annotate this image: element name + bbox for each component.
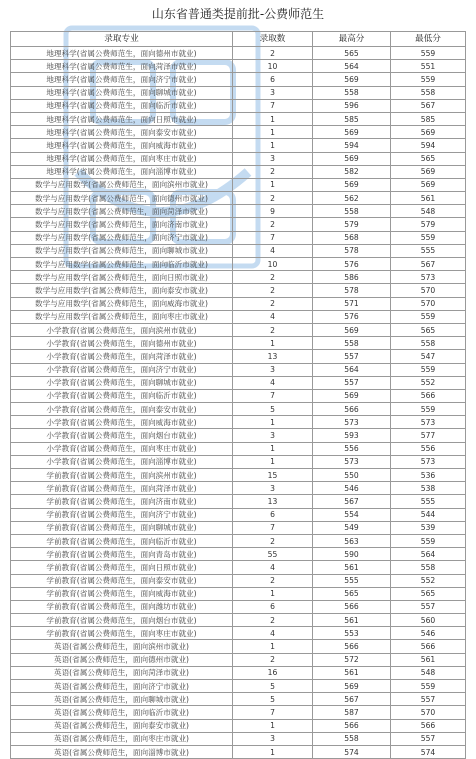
- major-cell: 小学教育(省属公费师范生，面向德州市就业): [11, 337, 233, 350]
- table-row: [11, 666, 466, 679]
- major-cell: 小学教育(省属公费师范生，面向菏泽市就业): [11, 350, 233, 363]
- max-score-cell: 582: [313, 165, 391, 178]
- min-score-cell: 552: [391, 376, 466, 389]
- table-row: [11, 86, 466, 99]
- table-row: [11, 732, 466, 745]
- table-row: [11, 192, 466, 205]
- max-score-cell: 573: [313, 455, 391, 468]
- table-row: [11, 534, 466, 547]
- max-score-cell: 568: [313, 231, 391, 244]
- major-cell: 地理科学(省属公费师范生，面向菏泽市就业): [11, 60, 233, 73]
- table-header-row: [11, 32, 466, 47]
- max-score-cell: 569: [313, 323, 391, 336]
- table-row: [11, 112, 466, 125]
- table-row: [11, 574, 466, 587]
- max-score-cell: 566: [313, 640, 391, 653]
- max-score-cell: 587: [313, 706, 391, 719]
- count-cell: 1: [233, 337, 313, 350]
- count-cell: 1: [233, 139, 313, 152]
- max-score-cell: 566: [313, 600, 391, 613]
- min-score-cell: 560: [391, 614, 466, 627]
- table-row: [11, 376, 466, 389]
- major-cell: 小学教育(省属公费师范生，面向滨州市就业): [11, 323, 233, 336]
- max-score-cell: 558: [313, 205, 391, 218]
- count-cell: 4: [233, 627, 313, 640]
- table-row: [11, 363, 466, 376]
- table-row: [11, 231, 466, 244]
- max-score-cell: 579: [313, 218, 391, 231]
- table-row: [11, 508, 466, 521]
- max-score-cell: 573: [313, 416, 391, 429]
- table-row: [11, 99, 466, 112]
- header-min-score: 最低分: [391, 32, 466, 47]
- major-cell: 地理科学(省属公费师范生，面向济宁市就业): [11, 73, 233, 86]
- major-cell: 学前教育(省属公费师范生，面向日照市就业): [11, 561, 233, 574]
- table-row: [11, 455, 466, 468]
- major-cell: 数学与应用数学(省属公费师范生，面向泰安市就业): [11, 284, 233, 297]
- admission-table: [10, 31, 466, 759]
- major-cell: 英语(省属公费师范生，面向临沂市就业): [11, 706, 233, 719]
- count-cell: 2: [233, 297, 313, 310]
- major-cell: 英语(省属公费师范生，面向淄博市就业): [11, 745, 233, 758]
- max-score-cell: 555: [313, 574, 391, 587]
- min-score-cell: 570: [391, 297, 466, 310]
- min-score-cell: 558: [391, 86, 466, 99]
- min-score-cell: 570: [391, 706, 466, 719]
- table-row: [11, 614, 466, 627]
- major-cell: 地理科学(省属公费师范生，面向枣庄市就业): [11, 152, 233, 165]
- max-score-cell: 593: [313, 429, 391, 442]
- table-row: [11, 126, 466, 139]
- max-score-cell: 567: [313, 495, 391, 508]
- min-score-cell: 565: [391, 323, 466, 336]
- table-row: [11, 350, 466, 363]
- max-score-cell: 546: [313, 482, 391, 495]
- count-cell: 10: [233, 60, 313, 73]
- count-cell: 2: [233, 284, 313, 297]
- max-score-cell: 594: [313, 139, 391, 152]
- max-score-cell: 556: [313, 442, 391, 455]
- count-cell: 3: [233, 732, 313, 745]
- min-score-cell: 548: [391, 205, 466, 218]
- table-row: [11, 244, 466, 257]
- min-score-cell: 555: [391, 495, 466, 508]
- major-cell: 小学教育(省属公费师范生，面向枣庄市就业): [11, 442, 233, 455]
- table-row: [11, 627, 466, 640]
- major-cell: 地理科学(省属公费师范生，面向德州市就业): [11, 47, 233, 60]
- major-cell: 数学与应用数学(省属公费师范生，面向济宁市就业): [11, 231, 233, 244]
- min-score-cell: 558: [391, 561, 466, 574]
- count-cell: 2: [233, 47, 313, 60]
- table-row: [11, 323, 466, 336]
- count-cell: 4: [233, 244, 313, 257]
- min-score-cell: 559: [391, 47, 466, 60]
- count-cell: 2: [233, 192, 313, 205]
- min-score-cell: 561: [391, 653, 466, 666]
- max-score-cell: 566: [313, 719, 391, 732]
- table-row: [11, 495, 466, 508]
- major-cell: 英语(省属公费师范生，面向聊城市就业): [11, 693, 233, 706]
- major-cell: 地理科学(省属公费师范生，面向日照市就业): [11, 112, 233, 125]
- count-cell: 3: [233, 482, 313, 495]
- table-row: [11, 561, 466, 574]
- table-row: [11, 442, 466, 455]
- max-score-cell: 558: [313, 337, 391, 350]
- max-score-cell: 550: [313, 469, 391, 482]
- min-score-cell: 555: [391, 244, 466, 257]
- count-cell: 2: [233, 218, 313, 231]
- table-row: [11, 403, 466, 416]
- min-score-cell: 547: [391, 350, 466, 363]
- major-cell: 数学与应用数学(省属公费师范生，面向济南市就业): [11, 218, 233, 231]
- min-score-cell: 569: [391, 178, 466, 191]
- max-score-cell: 569: [313, 152, 391, 165]
- major-cell: 学前教育(省属公费师范生，面向枣庄市就业): [11, 627, 233, 640]
- major-cell: 小学教育(省属公费师范生，面向烟台市就业): [11, 429, 233, 442]
- min-score-cell: 566: [391, 640, 466, 653]
- count-cell: 1: [233, 719, 313, 732]
- max-score-cell: 564: [313, 60, 391, 73]
- count-cell: 1: [233, 587, 313, 600]
- max-score-cell: 578: [313, 244, 391, 257]
- max-score-cell: 574: [313, 745, 391, 758]
- table-row: [11, 297, 466, 310]
- count-cell: 3: [233, 429, 313, 442]
- max-score-cell: 571: [313, 297, 391, 310]
- header-count: 录取数: [233, 32, 313, 47]
- count-cell: 2: [233, 653, 313, 666]
- max-score-cell: 576: [313, 310, 391, 323]
- count-cell: 13: [233, 495, 313, 508]
- table-row: [11, 719, 466, 732]
- major-cell: 英语(省属公费师范生，面向泰安市就业): [11, 719, 233, 732]
- count-cell: 1: [233, 455, 313, 468]
- max-score-cell: 561: [313, 666, 391, 679]
- max-score-cell: 554: [313, 508, 391, 521]
- table-row: [11, 47, 466, 60]
- count-cell: 5: [233, 680, 313, 693]
- table-row: [11, 653, 466, 666]
- count-cell: 3: [233, 363, 313, 376]
- major-cell: 学前教育(省属公费师范生，面向烟台市就业): [11, 614, 233, 627]
- count-cell: 2: [233, 574, 313, 587]
- min-score-cell: 551: [391, 60, 466, 73]
- major-cell: 学前教育(省属公费师范生，面向威海市就业): [11, 587, 233, 600]
- min-score-cell: 565: [391, 152, 466, 165]
- major-cell: 数学与应用数学(省属公费师范生，面向日照市就业): [11, 271, 233, 284]
- count-cell: 2: [233, 165, 313, 178]
- table-row: [11, 600, 466, 613]
- table-row: [11, 271, 466, 284]
- min-score-cell: 577: [391, 429, 466, 442]
- table-row: [11, 680, 466, 693]
- max-score-cell: 561: [313, 561, 391, 574]
- count-cell: 1: [233, 640, 313, 653]
- count-cell: 6: [233, 508, 313, 521]
- max-score-cell: 558: [313, 86, 391, 99]
- min-score-cell: 558: [391, 337, 466, 350]
- major-cell: 小学教育(省属公费师范生，面向淄博市就业): [11, 455, 233, 468]
- major-cell: 数学与应用数学(省属公费师范生，面向威海市就业): [11, 297, 233, 310]
- major-cell: 学前教育(省属公费师范生，面向菏泽市就业): [11, 482, 233, 495]
- max-score-cell: 565: [313, 47, 391, 60]
- min-score-cell: 559: [391, 363, 466, 376]
- max-score-cell: 563: [313, 534, 391, 547]
- major-cell: 学前教育(省属公费师范生，面向临沂市就业): [11, 534, 233, 547]
- min-score-cell: 544: [391, 508, 466, 521]
- major-cell: 学前教育(省属公费师范生，面向滨州市就业): [11, 469, 233, 482]
- count-cell: 16: [233, 666, 313, 679]
- count-cell: 4: [233, 561, 313, 574]
- min-score-cell: 548: [391, 666, 466, 679]
- count-cell: 2: [233, 614, 313, 627]
- count-cell: 3: [233, 86, 313, 99]
- major-cell: 地理科学(省属公费师范生，面向淄博市就业): [11, 165, 233, 178]
- major-cell: 数学与应用数学(省属公费师范生，面向聊城市就业): [11, 244, 233, 257]
- max-score-cell: 549: [313, 521, 391, 534]
- max-score-cell: 561: [313, 614, 391, 627]
- page-title: 山东省普通类提前批-公费师范生: [151, 7, 325, 21]
- major-cell: 学前教育(省属公费师范生，面向济南市就业): [11, 495, 233, 508]
- count-cell: 10: [233, 258, 313, 271]
- min-score-cell: 546: [391, 627, 466, 640]
- header-major: 录取专业: [11, 32, 233, 47]
- major-cell: 数学与应用数学(省属公费师范生，面向枣庄市就业): [11, 310, 233, 323]
- count-cell: 15: [233, 469, 313, 482]
- major-cell: 小学教育(省属公费师范生，面向临沂市就业): [11, 389, 233, 402]
- count-cell: 1: [233, 126, 313, 139]
- major-cell: 学前教育(省属公费师范生，面向济宁市就业): [11, 508, 233, 521]
- count-cell: 7: [233, 706, 313, 719]
- table-row: [11, 139, 466, 152]
- min-score-cell: 565: [391, 587, 466, 600]
- table-row: [11, 205, 466, 218]
- min-score-cell: 559: [391, 310, 466, 323]
- table-row: [11, 60, 466, 73]
- min-score-cell: 539: [391, 521, 466, 534]
- header-max-score: 最高分: [313, 32, 391, 47]
- table-row: [11, 152, 466, 165]
- table-row: [11, 258, 466, 271]
- min-score-cell: 585: [391, 112, 466, 125]
- max-score-cell: 586: [313, 271, 391, 284]
- count-cell: 7: [233, 99, 313, 112]
- max-score-cell: 562: [313, 192, 391, 205]
- max-score-cell: 553: [313, 627, 391, 640]
- max-score-cell: 576: [313, 258, 391, 271]
- count-cell: 1: [233, 112, 313, 125]
- major-cell: 学前教育(省属公费师范生，面向泰安市就业): [11, 574, 233, 587]
- count-cell: 4: [233, 376, 313, 389]
- min-score-cell: 567: [391, 99, 466, 112]
- count-cell: 5: [233, 403, 313, 416]
- count-cell: 7: [233, 521, 313, 534]
- major-cell: 英语(省属公费师范生，面向滨州市就业): [11, 640, 233, 653]
- major-cell: 数学与应用数学(省属公费师范生，面向滨州市就业): [11, 178, 233, 191]
- table-row: [11, 640, 466, 653]
- major-cell: 英语(省属公费师范生，面向菏泽市就业): [11, 666, 233, 679]
- min-score-cell: 559: [391, 73, 466, 86]
- min-score-cell: 564: [391, 548, 466, 561]
- table-row: [11, 178, 466, 191]
- count-cell: 2: [233, 323, 313, 336]
- max-score-cell: 585: [313, 112, 391, 125]
- min-score-cell: 567: [391, 258, 466, 271]
- table-row: [11, 521, 466, 534]
- min-score-cell: 579: [391, 218, 466, 231]
- major-cell: 数学与应用数学(省属公费师范生，面向德州市就业): [11, 192, 233, 205]
- min-score-cell: 552: [391, 574, 466, 587]
- min-score-cell: 559: [391, 231, 466, 244]
- min-score-cell: 538: [391, 482, 466, 495]
- max-score-cell: 569: [313, 178, 391, 191]
- max-score-cell: 567: [313, 693, 391, 706]
- max-score-cell: 569: [313, 126, 391, 139]
- min-score-cell: 557: [391, 600, 466, 613]
- count-cell: 13: [233, 350, 313, 363]
- min-score-cell: 559: [391, 680, 466, 693]
- table-row: [11, 745, 466, 758]
- max-score-cell: 566: [313, 403, 391, 416]
- table-row: [11, 429, 466, 442]
- max-score-cell: 569: [313, 389, 391, 402]
- major-cell: 数学与应用数学(省属公费师范生，面向临沂市就业): [11, 258, 233, 271]
- major-cell: 学前教育(省属公费师范生，面向潍坊市就业): [11, 600, 233, 613]
- min-score-cell: 557: [391, 732, 466, 745]
- count-cell: 1: [233, 442, 313, 455]
- min-score-cell: 556: [391, 442, 466, 455]
- max-score-cell: 565: [313, 587, 391, 600]
- table-row: [11, 310, 466, 323]
- max-score-cell: 558: [313, 732, 391, 745]
- min-score-cell: 573: [391, 416, 466, 429]
- table-row: [11, 218, 466, 231]
- min-score-cell: 536: [391, 469, 466, 482]
- count-cell: 6: [233, 600, 313, 613]
- table-row: [11, 165, 466, 178]
- min-score-cell: 559: [391, 403, 466, 416]
- max-score-cell: 590: [313, 548, 391, 561]
- major-cell: 英语(省属公费师范生，面向德州市就业): [11, 653, 233, 666]
- table-row: [11, 587, 466, 600]
- major-cell: 小学教育(省属公费师范生，面向聊城市就业): [11, 376, 233, 389]
- table-row: [11, 73, 466, 86]
- table-row: [11, 693, 466, 706]
- min-score-cell: 566: [391, 389, 466, 402]
- count-cell: 7: [233, 231, 313, 244]
- major-cell: 学前教育(省属公费师范生，面向青岛市就业): [11, 548, 233, 561]
- min-score-cell: 594: [391, 139, 466, 152]
- table-row: [11, 706, 466, 719]
- major-cell: 英语(省属公费师范生，面向枣庄市就业): [11, 732, 233, 745]
- major-cell: 地理科学(省属公费师范生，面向临沂市就业): [11, 99, 233, 112]
- min-score-cell: 569: [391, 165, 466, 178]
- min-score-cell: 557: [391, 693, 466, 706]
- min-score-cell: 566: [391, 719, 466, 732]
- count-cell: 9: [233, 205, 313, 218]
- major-cell: 地理科学(省属公费师范生，面向威海市就业): [11, 139, 233, 152]
- count-cell: 3: [233, 152, 313, 165]
- major-cell: 学前教育(省属公费师范生，面向聊城市就业): [11, 521, 233, 534]
- count-cell: 1: [233, 178, 313, 191]
- table-row: [11, 469, 466, 482]
- max-score-cell: 596: [313, 99, 391, 112]
- max-score-cell: 578: [313, 284, 391, 297]
- count-cell: 4: [233, 310, 313, 323]
- max-score-cell: 572: [313, 653, 391, 666]
- max-score-cell: 557: [313, 376, 391, 389]
- max-score-cell: 564: [313, 363, 391, 376]
- count-cell: 2: [233, 271, 313, 284]
- table-row: [11, 548, 466, 561]
- table-row: [11, 337, 466, 350]
- min-score-cell: 573: [391, 271, 466, 284]
- major-cell: 小学教育(省属公费师范生，面向济宁市就业): [11, 363, 233, 376]
- min-score-cell: 574: [391, 745, 466, 758]
- table-row: [11, 482, 466, 495]
- table-row: [11, 284, 466, 297]
- count-cell: 6: [233, 73, 313, 86]
- max-score-cell: 569: [313, 680, 391, 693]
- count-cell: 55: [233, 548, 313, 561]
- count-cell: 2: [233, 534, 313, 547]
- major-cell: 地理科学(省属公费师范生，面向泰安市就业): [11, 126, 233, 139]
- major-cell: 地理科学(省属公费师范生，面向聊城市就业): [11, 86, 233, 99]
- major-cell: 小学教育(省属公费师范生，面向泰安市就业): [11, 403, 233, 416]
- count-cell: 1: [233, 745, 313, 758]
- min-score-cell: 559: [391, 534, 466, 547]
- max-score-cell: 557: [313, 350, 391, 363]
- min-score-cell: 569: [391, 126, 466, 139]
- max-score-cell: 569: [313, 73, 391, 86]
- min-score-cell: 573: [391, 455, 466, 468]
- count-cell: 1: [233, 416, 313, 429]
- table-body: [11, 47, 466, 759]
- table-row: [11, 389, 466, 402]
- count-cell: 7: [233, 389, 313, 402]
- min-score-cell: 570: [391, 284, 466, 297]
- min-score-cell: 561: [391, 192, 466, 205]
- major-cell: 小学教育(省属公费师范生，面向威海市就业): [11, 416, 233, 429]
- major-cell: 英语(省属公费师范生，面向济宁市就业): [11, 680, 233, 693]
- count-cell: 5: [233, 693, 313, 706]
- major-cell: 数学与应用数学(省属公费师范生，面向菏泽市就业): [11, 205, 233, 218]
- table-row: [11, 416, 466, 429]
